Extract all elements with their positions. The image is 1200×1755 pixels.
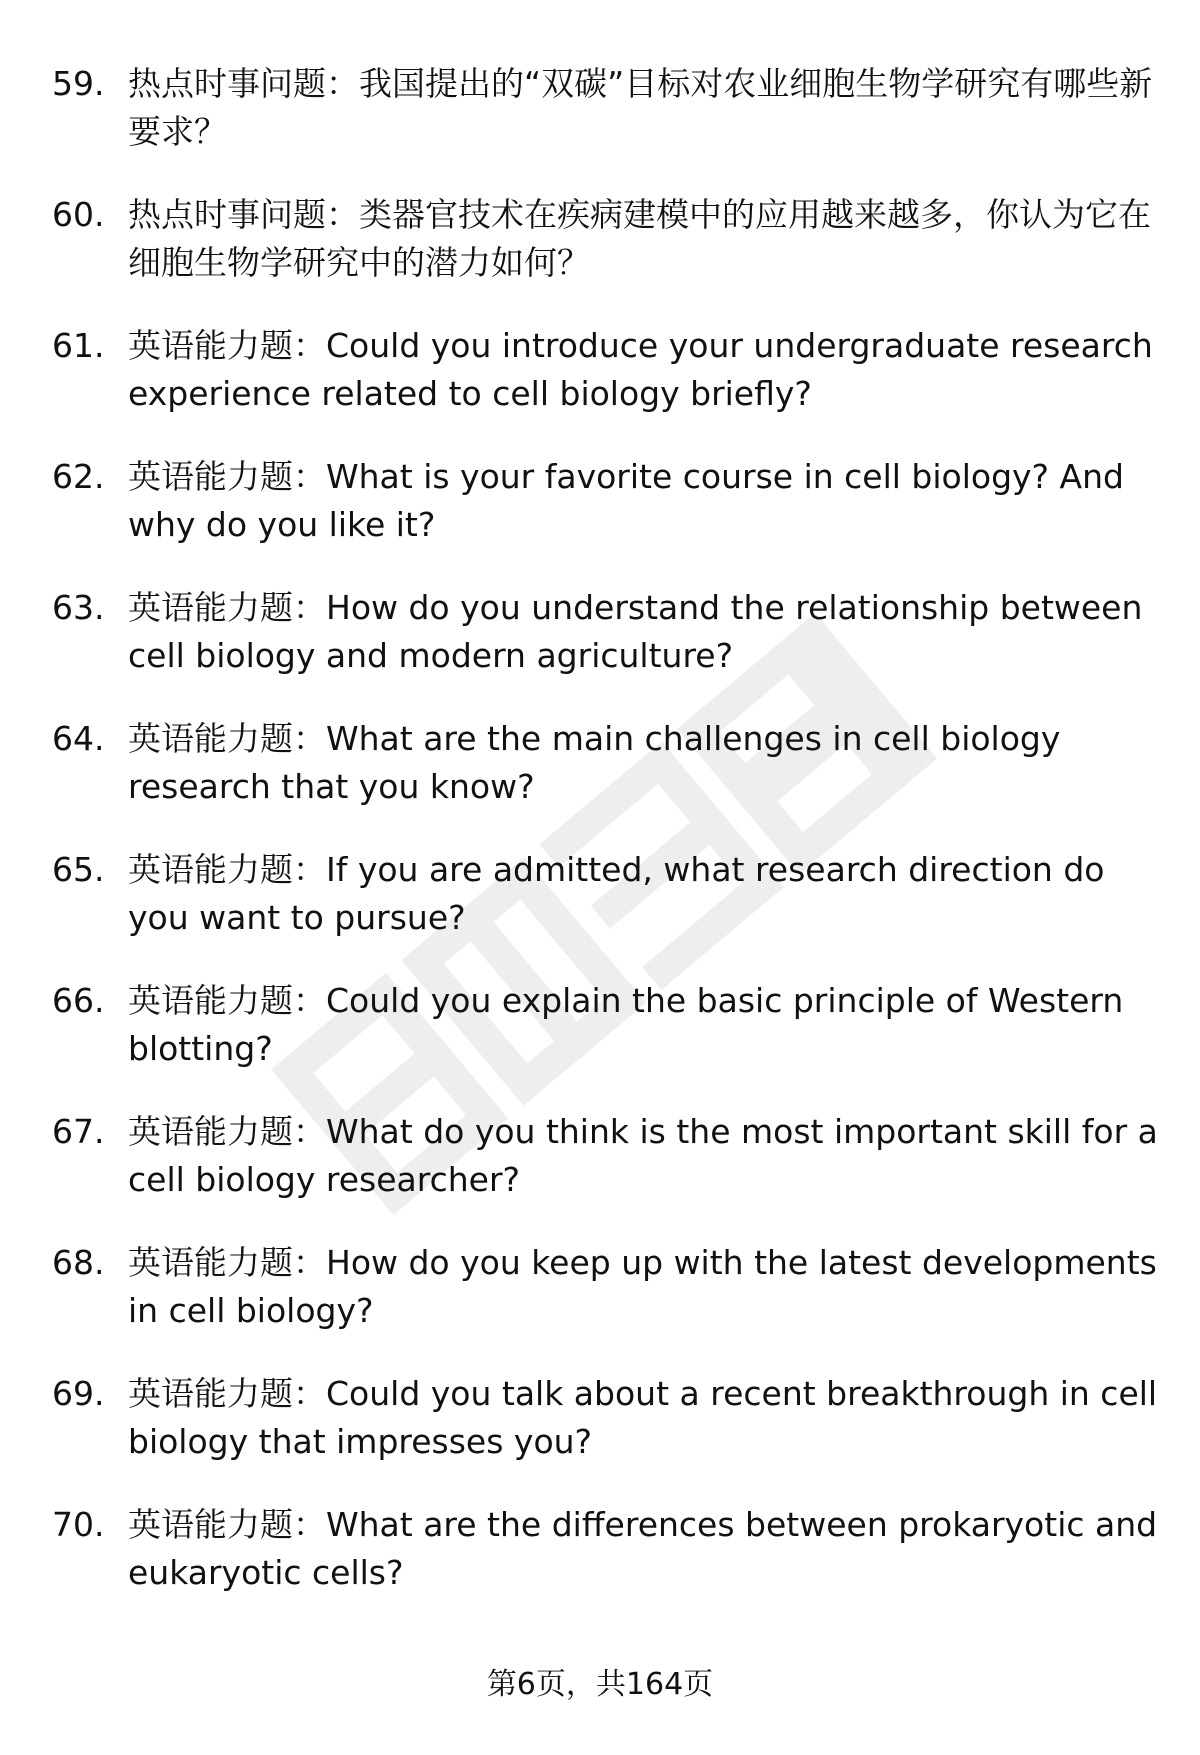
question-number: 68. <box>52 1243 105 1282</box>
question-item <box>52 584 1162 680</box>
question-number: 59. <box>52 64 105 103</box>
question-item <box>52 1239 1162 1335</box>
question-item <box>52 191 1162 287</box>
question-number: 60. <box>52 195 105 234</box>
page-footer: 第6页，共164页 <box>486 1667 714 1702</box>
question-item <box>52 1370 1162 1466</box>
question-text: 英语能力题：What is your favorite course in cell biology? And why do you like it? <box>128 457 1124 544</box>
question-text: 英语能力题：If you are admitted, what research direction do you want to pursue? <box>128 850 1105 937</box>
question-text: 英语能力题：Could you introduce your undergraduate research experience related to cell biology briefly? <box>128 326 1153 413</box>
question-text: 热点时事问题：类器官技术在疾病建模中的应用越来越多，你认为它在细胞生物学研究中的潜力如何？ <box>128 195 1151 282</box>
question-item <box>52 715 1162 811</box>
question-text: 英语能力题：What do you think is the most important skill for a cell biology researcher? <box>128 1112 1158 1199</box>
question-text: 英语能力题：How do you understand the relationship between cell biology and modern agriculture? <box>128 588 1143 675</box>
question-item <box>52 977 1162 1073</box>
question-number: 61. <box>52 326 105 365</box>
question-item <box>52 453 1162 549</box>
question-text: 英语能力题：What are the differences between prokaryotic and eukaryotic cells? <box>128 1505 1158 1592</box>
question-text: 英语能力题：What are the main challenges in cell biology research that you know? <box>128 719 1061 806</box>
question-item <box>52 1108 1162 1204</box>
question-item <box>52 322 1162 418</box>
question-number: 69. <box>52 1374 105 1413</box>
question-number: 70. <box>52 1505 105 1544</box>
question-list <box>52 60 1162 1632</box>
question-number: 66. <box>52 981 105 1020</box>
question-item <box>52 846 1162 942</box>
question-number: 64. <box>52 719 105 758</box>
question-text: 英语能力题：Could you explain the basic principle of Western blotting? <box>128 981 1124 1068</box>
question-number: 67. <box>52 1112 105 1151</box>
question-text: 英语能力题：Could you talk about a recent breakthrough in cell biology that impresses you? <box>128 1374 1158 1461</box>
question-item <box>52 1501 1162 1597</box>
question-number: 62. <box>52 457 105 496</box>
question-item <box>52 60 1162 156</box>
question-number: 65. <box>52 850 105 889</box>
question-text: 英语能力题：How do you keep up with the latest developments in cell biology? <box>128 1243 1157 1330</box>
question-text: 热点时事问题：我国提出的“双碳”目标对农业细胞生物学研究有哪些新要求？ <box>128 64 1153 151</box>
question-number: 63. <box>52 588 105 627</box>
